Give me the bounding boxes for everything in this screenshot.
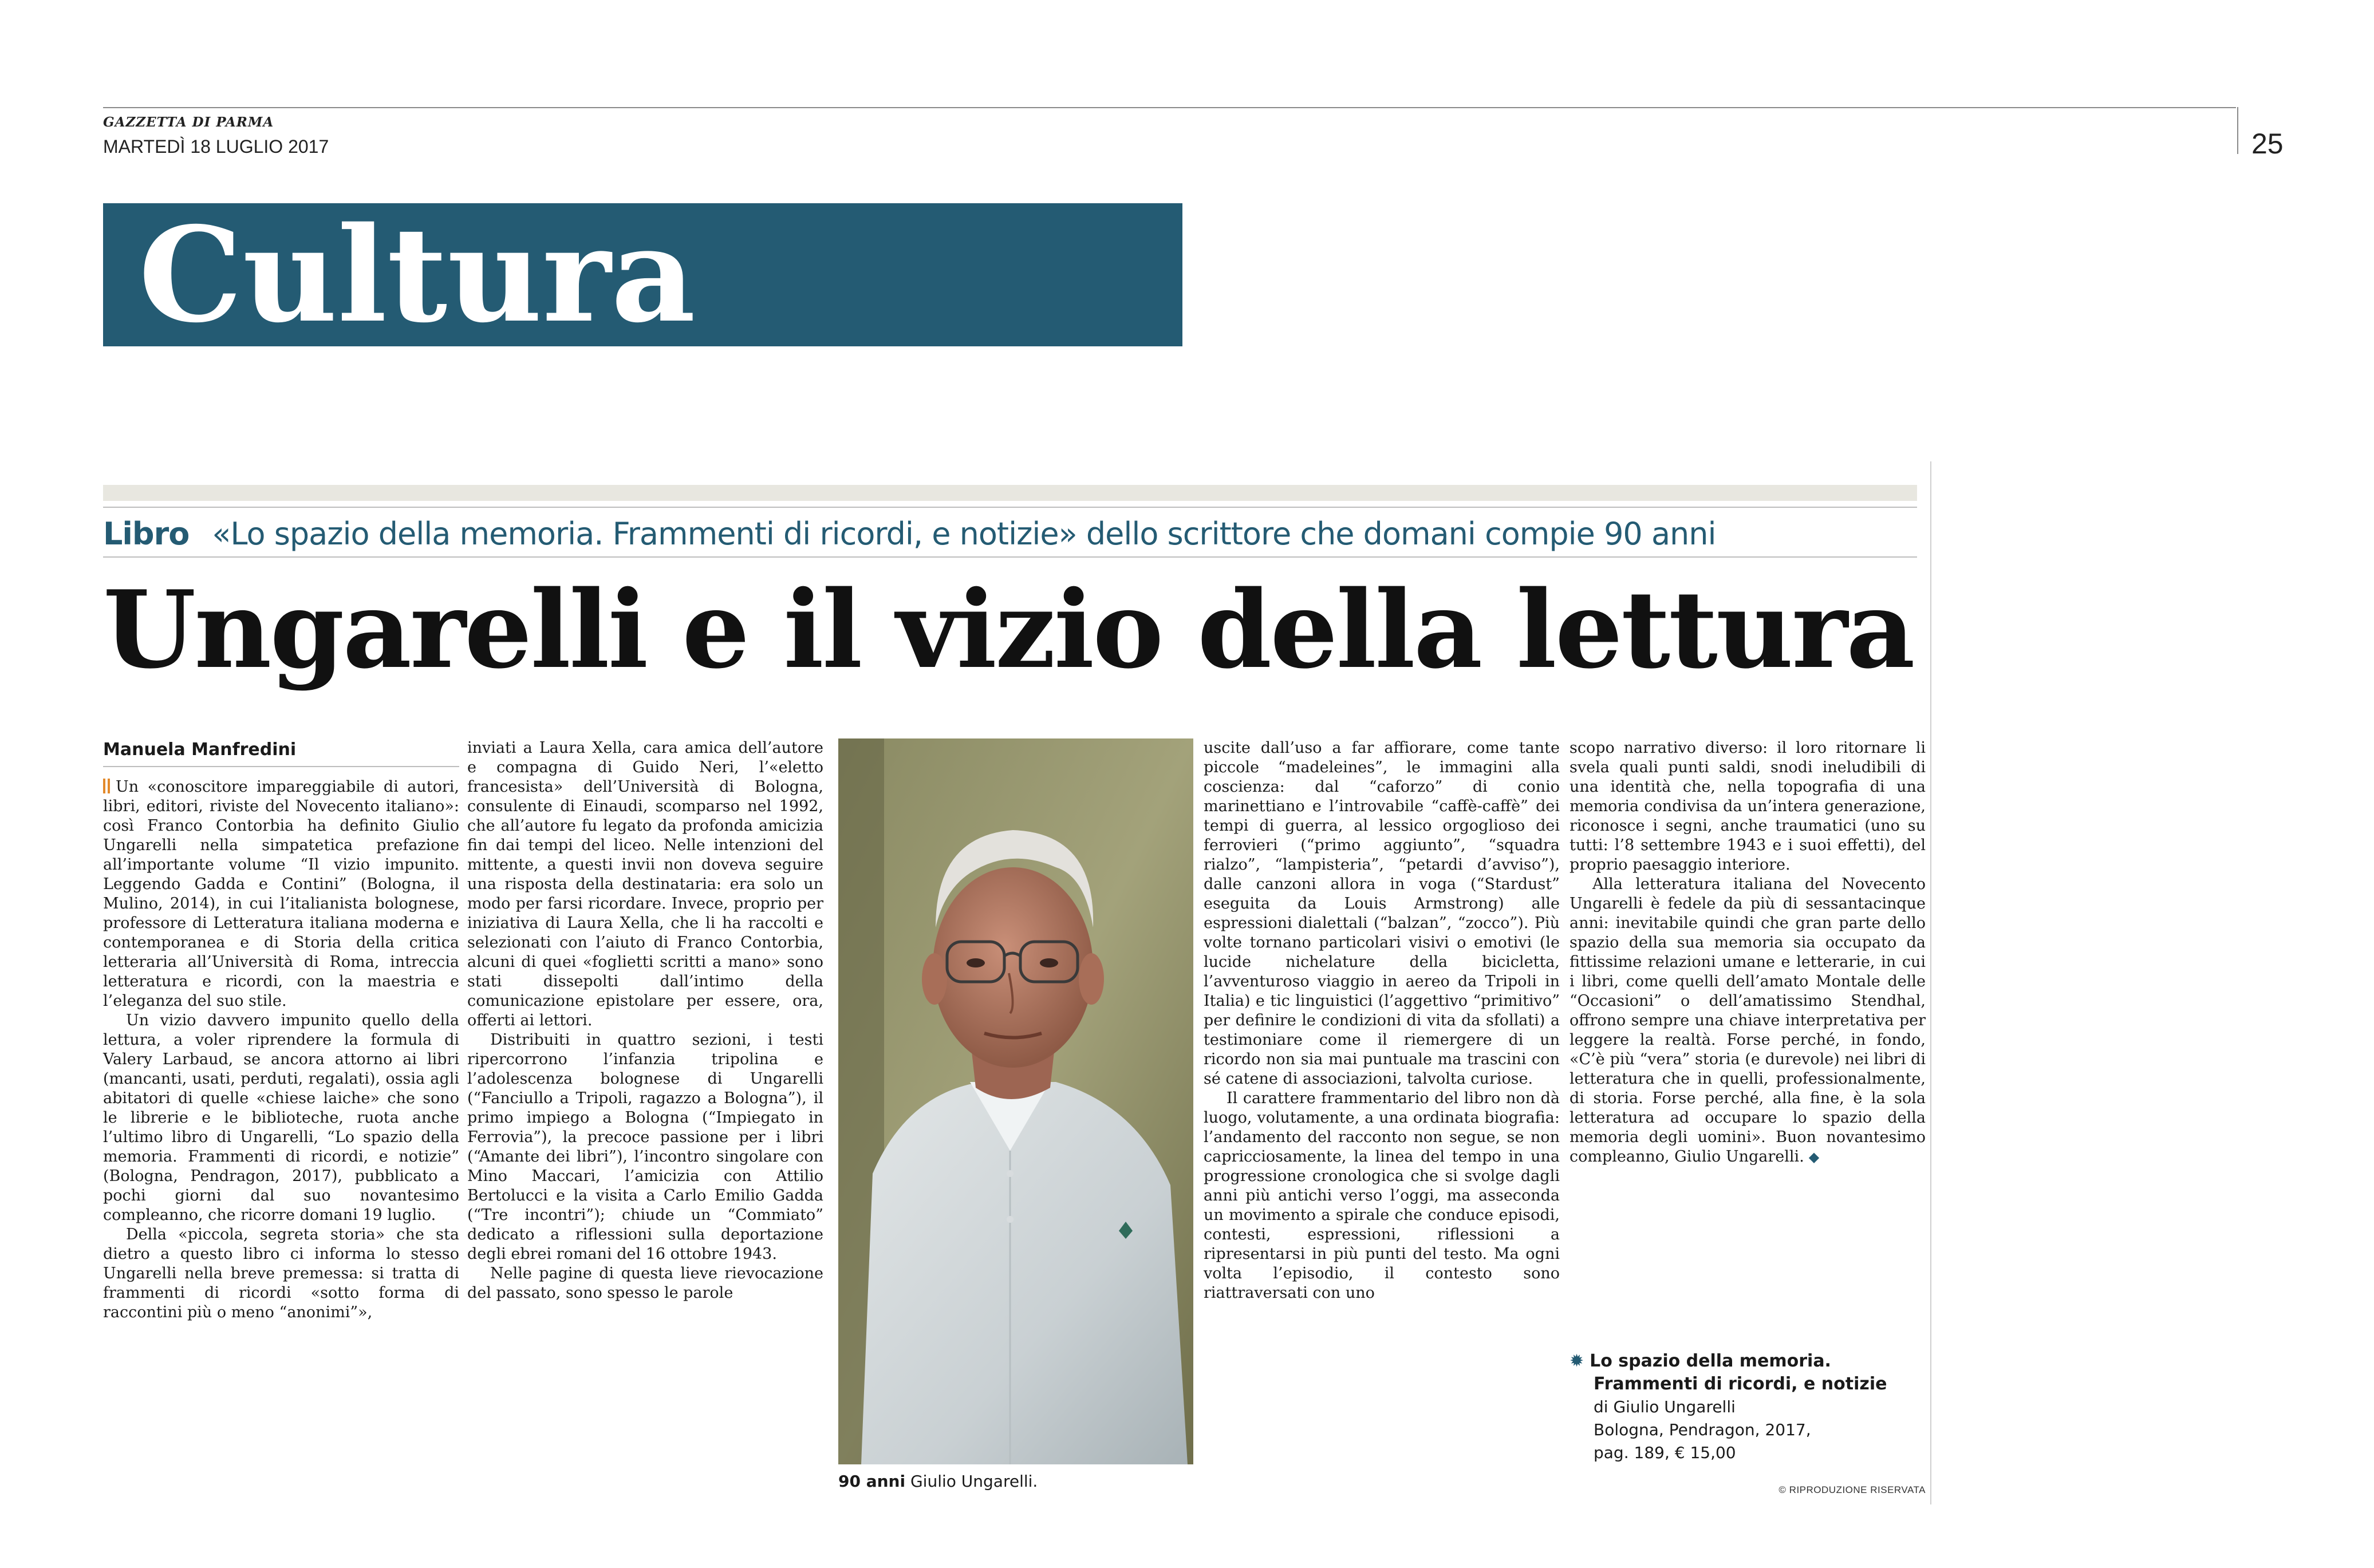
article-column-2 [467, 738, 823, 1303]
paragraph: Distribuiti in quattro sezioni, i testi ripercorrono l’infanzia tripolina e l’adolescenza bolognese di Ungarelli (“Fanciullo a Tripoli, ragazzo a Bologna”), il primo impiego a Bologna (“Impiegato in Ferrovia”), la precoce passione per i libri (“Amante dei libri”), l’incontro singolare con Mino Maccari, l’amicizia con Attilio Bertolucci e la visita a Carlo Emilio Gadda (“Tre incontri”); chiude un “Commiato” dedicato a riflessioni sulla deportazione degli ebrei romani del 16 ottobre 1943. [467, 1031, 823, 1263]
book-pages-price: pag. 189, € 15,00 [1594, 1443, 1736, 1462]
top-rule [103, 107, 2236, 108]
kicker-rule-top [103, 507, 1917, 508]
kicker [103, 511, 1917, 557]
book-info-box [1569, 1350, 1926, 1464]
kicker-text: «Lo spazio della memoria. Frammenti di ricordi, e notizie» dello scrittore che domani compie 90 anni [212, 516, 1716, 552]
caption-tag: 90 anni [838, 1472, 906, 1491]
newspaper-name: GAZZETTA DI PARMA [103, 114, 274, 130]
page-number-rule [2237, 107, 2238, 154]
kicker-rule-bottom [103, 556, 1917, 558]
section-banner [103, 198, 1182, 351]
paragraph: Alla letteratura italiana del Novecento Ungarelli è fedele da più di sessantacinque anni: inevitabile quindi che gran parte dello spazio della sua memoria sia occupato da fittissime relazioni umane e letterarie, in cui i libri, come quelli dell’amato Montale delle “Occasioni” o dell’amatissimo Stendhal, offrono sempre una chiave interpretativa per leggere la realtà. Forse perché, in fondo, «C’è più “vera” storia (e durevole) nei libri di letteratura che in quelli, professionalmente, di storia. Forse perché, alla fine, è la sola letteratura ad occupare lo spazio della memoria degli uomini». Buon novantesimo compleanno, Giulio Ungarelli. ◆ [1569, 875, 1926, 1166]
lead-marker-icon [103, 779, 110, 793]
portrait-photo-drawing [838, 738, 1193, 1464]
paragraph: scopo narrativo diverso: il loro ritornare li svela quali punti saldi, snodi ineludibili di una identità che, nella topografia di una memoria condivisa da un’intera generazione, riconosce i segni, anche traumatici (uno su tutti: l’8 settembre 1943 e i suoi effetti), del proprio paesaggio interiore. [1569, 739, 1926, 874]
paragraph: Il carattere frammentario del libro non dà luogo, volutamente, a una ordinata biografia: l’andamento del racconto non segue, se non capricciosamente, la linea del tempo in una progressione cronologica che si svolge dagli anni più antichi verso l’oggi, ma asseconda un movimento a spirale che conduce episodi, contesti, espressioni, riflessioni a ripresentarsi in più punti del testo. Ma ogni volta l’episodio, il contesto sono riattraversati con uno [1204, 1089, 1560, 1302]
book-author: di Giulio Ungarelli [1594, 1397, 1736, 1416]
paragraph: uscite dall’uso a far affiorare, come tante piccole “madeleines”, le immagini alla coscienza: dal “caforzo” di conio marinettiano e l’introvabile “caffè-caffè” dei tempi di guerra, al lessico orgoglioso dei ferrovieri (“primo aggiunto”, “squadra rialzo”, “lampisteria”, “petardi d’avviso”), dalle canzoni allora in voga (“Stardust” eseguita da Louis Armstrong) alle espressioni dialettali (“balzan”, “zocco”). Più volte tornano particolari visivi o emotivi (le lucide nichelature della bicicletta, l’avventuroso viaggio in aereo da Tripoli in Italia) e tic linguistici (l’aggettivo “primitivo” per definire le condizioni di vita da sfollati) a testimoniare come il riemergere di un ricordo non sia mai puntuale ma trascini con sé catene di associazioni, talvolta curiose. [1204, 739, 1560, 1088]
end-mark-icon: ◆ [1808, 1149, 1820, 1165]
article-right-rule [1930, 461, 1931, 1504]
copyright-notice: © RIPRODUZIONE RISERVATA [1778, 1484, 1926, 1495]
byline: Manuela Manfredini [103, 738, 459, 767]
book-publisher: Bologna, Pendragon, 2017, [1594, 1420, 1811, 1439]
headline: Ungarelli e il vizio della lettura [103, 567, 1914, 692]
kicker-tag: Libro [103, 516, 190, 552]
book-title-line-2: Frammenti di ricordi, e notizie [1594, 1374, 1887, 1394]
issue-date: MARTEDÌ 18 LUGLIO 2017 [103, 136, 329, 157]
paragraph: Della «piccola, segreta storia» che sta dietro a questo libro ci informa lo stesso Ungarelli nella breve premessa: si tratta di frammenti di ricordi «sotto forma di raccontini più o meno “anonimi”», [103, 1226, 459, 1321]
paragraph: Nelle pagine di questa lieve rievocazione del passato, sono spesso le parole [467, 1265, 823, 1302]
article-column-4 [1569, 738, 1926, 1167]
paragraph: Un «conoscitore impareggiabile di autori, libri, editori, riviste del Novecento italiano»: così Franco Contorbia ha definito Giulio Ungarelli nella simpatetica prefazione all’importante volume “Il vizio impunito. Leggendo Gadda e Contini” (Bologna, il Mulino, 2014), in cui l’italianista bolognese, professore di Letteratura italiana moderna e contemporanea e di Storia della critica letteraria all’Università di Roma, intreccia letteratura e ricordi, con la maestria e l’eleganza del suo stile. [103, 778, 459, 1010]
photo-caption [838, 1471, 1193, 1492]
page-number: 25 [2251, 128, 2284, 160]
paragraph: inviati a Laura Xella, cara amica dell’autore e compagna di Guido Neri, l’«eletto francesista» dell’Università di Bologna, consulente di Einaudi, scomparso nel 1992, che all’autore fu legato da profonda amicizia fin dai tempi del liceo. Nelle intenzioni del mittente, a questi invii non doveva seguire una risposta della destinataria: era solo un modo per farsi ricordare. Invece, proprio per iniziativa di Laura Xella, che li ha raccolti e selezionati con l’aiuto di Franco Contorbia, alcuni di quei «foglietti scritti a mano» sono stati dissepolti dall’intimo della comunicazione epistolare per essere, ora, offerti ai lettori. [467, 739, 823, 1029]
paragraph: Un vizio davvero impunito quello della lettura, a voler riprendere la formula di Valery Larbaud, se ancora attorno ai libri (mancanti, usati, perduti, regalati), ossia agli abitatori di quelle «chiese laiche» che sono le librerie e le biblioteche, ruota anche l’ultimo libro di Ungarelli, “Lo spazio della memoria. Frammenti di ricordi, e notizie” (Bologna, Pendragon, 2017), pubblicato a pochi giorni dal suo novantesimo compleanno, che ricorre domani 19 luglio. [103, 1012, 459, 1224]
caption-text: Giulio Ungarelli. [910, 1472, 1038, 1491]
portrait-photo [838, 738, 1193, 1464]
article-column-1 [103, 738, 459, 1322]
book-title: ✹ Lo spazio della memoria. [1569, 1351, 1831, 1371]
article-column-3 [1204, 738, 1560, 1303]
gear-bullet-icon: ✹ [1569, 1351, 1584, 1371]
decorative-band [103, 485, 1917, 501]
section-title: Cultura [139, 198, 696, 351]
